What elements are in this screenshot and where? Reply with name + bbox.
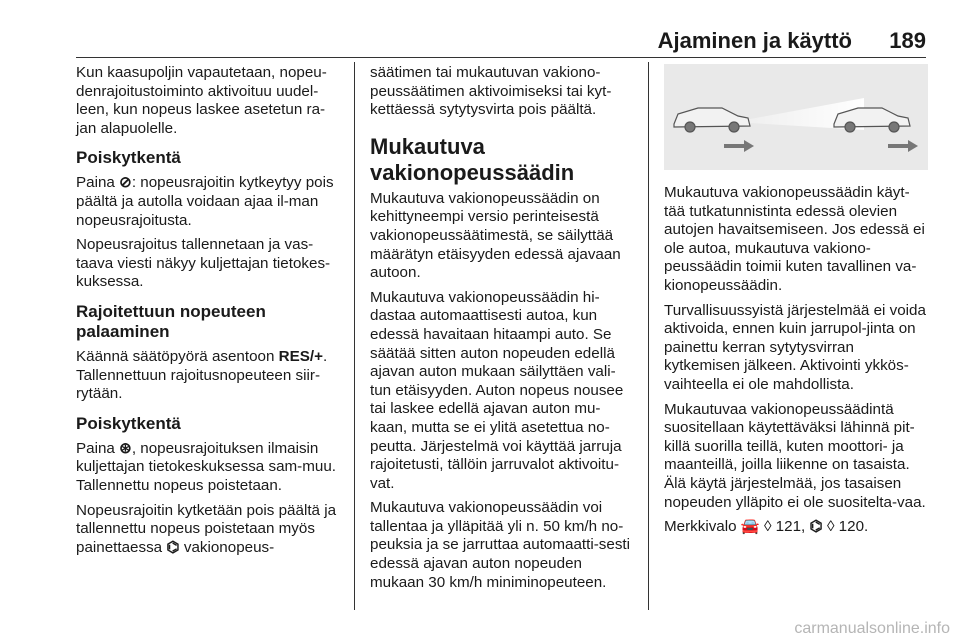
text: : nopeusrajoitin kytkeytyy pois päältä ja autolla voidaan ajaa il-man nopeusrajoitusta.: [76, 174, 334, 229]
paragraph: Mukautuva vakionopeussäädin käyt-tää tutkatunnistinta edessä olevien autojen havaitsemiseen. Jos edessä ei ole autoa, mukautuva vakiono-peussäädin toimii kuten tavallinen va-kionopeussäädin.: [664, 184, 925, 294]
paragraph: [76, 348, 341, 404]
column-divider-1: [354, 62, 355, 610]
header-rule: [76, 57, 926, 58]
paragraph: Turvallisuussyistä järjestelmää ei voida aktivoida, ennen kuin jarrupol-jinta on painettu kerran sytytysvirran kytkemisen jälkeen. Aktivointi ykkös-vaihteella ei ole mahdollista.: [664, 301, 926, 393]
heading-switch-off: Poiskytkentä: [76, 148, 181, 168]
text: Paina: [76, 439, 120, 457]
paragraph: Mukautuva vakionopeussäädin hi-dastaa automaattisesti autoa, kun edessä havaitaan hitaampi auto. Se säätää sitten auton nopeuden edellä ajavan auton mukaan säilyttäen vali-tun etäisyyden. Auton nopeus nousee tai laskee edellä ajavan auton mu-kaan, mutta se ei ylitä asetettua no-peutta. Järjestelmä voi käyttää jarruja rajoitetusti, tällöin jarruvalot aktivoitu-vat.: [370, 288, 624, 492]
radar-illustration: [664, 64, 928, 170]
paragraph: [664, 518, 928, 537]
text: ◊ 120.: [822, 518, 869, 536]
paragraph: [76, 502, 341, 558]
limiter-off-icon: ⊘: [119, 174, 132, 192]
rear-car-icon: [674, 108, 750, 132]
section-title: Ajaminen ja käyttö: [657, 28, 852, 53]
paragraph: [76, 174, 341, 230]
text: . Tallennettuun rajoitusnopeuteen siir-rytään.: [76, 347, 328, 403]
paragraph: säätimen tai mukautuvan vakiono-peussäätimen aktivoimiseksi tai kyt-kettäessä sytytysvirta pois päältä.: [370, 64, 612, 119]
text: Paina: [76, 174, 120, 192]
car-ahead-icon: 🚘: [740, 518, 760, 536]
paragraph: Mukautuva vakionopeussäädin voi tallentaa ja ylläpitää yli n. 50 km/h no-peuksia ja se jarruttaa automaatti-sesti edessä ajavan auton nopeuden mukaan 30 km/h miniminopeuteen.: [370, 499, 631, 591]
res-label: RES/+: [278, 347, 323, 365]
arrow-right-icon: [724, 140, 754, 152]
text: Merkkivalo: [664, 518, 741, 536]
limiter-cancel-icon: ⊛: [119, 439, 132, 457]
cruise-control-icon: ⌬: [166, 538, 180, 556]
heading-resume: Rajoitettuun nopeuteen palaaminen: [76, 301, 266, 341]
heading-switch-off-2: Poiskytkentä: [76, 413, 181, 433]
front-car-icon: [834, 108, 910, 132]
watermark: carmanualsonline.info: [794, 620, 950, 637]
text: Käännä säätöpyörä asentoon: [76, 347, 279, 365]
paragraph: Mukautuva vakionopeussäädin on kehittyneempi versio perinteisestä vakionopeussäätimestä, se säilyttää määrätyn etäisyyden edessä ajavaan autoon.: [370, 189, 621, 282]
text: , nopeusrajoituksen ilmaisin kuljettajan tietokeskuksessa sam-muu. Tallennettu nopeus poistetaan.: [76, 439, 336, 494]
paragraph: Nopeusrajoitus tallennetaan ja vas-taava viesti näkyy kuljettajan tietokes-kuksessa.: [76, 236, 331, 291]
radar-illustration-svg: [664, 64, 928, 170]
column-divider-2: [648, 62, 649, 610]
heading-adaptive-cruise: Mukautuva vakionopeussäädin: [370, 133, 575, 185]
paragraph: Kun kaasupoljin vapautetaan, nopeu-denrajoitustoiminto aktivoituu uudel-leen, kun nopeus laskee asetetun ra-jan alapuolelle.: [76, 64, 327, 137]
text: ◊ 121,: [759, 518, 810, 536]
paragraph: Mukautuvaa vakionopeussäädintä suositellaan käytettäväksi lähinnä pit-killä suorilla teillä, kuten moottori- ja maanteillä, joilla liikenne on tasaista. Älä käytä järjestelmää, jos tasaisen nopeuden ylläpito ei ole suositelta-vaa.: [664, 400, 926, 511]
page-number: 189: [889, 28, 926, 53]
page-header: [0, 0, 960, 58]
column-1: [76, 64, 341, 563]
column-3: [664, 64, 928, 543]
cruise-control-icon: ⌬: [809, 518, 823, 536]
paragraph: [76, 440, 341, 496]
arrow-right-icon: [888, 140, 918, 152]
text: Nopeusrajoitin kytketään pois päältä ja tallennettu nopeus poistetaan myös painettaessa: [76, 501, 337, 556]
column-2: [370, 64, 634, 598]
text: vakionopeus-: [179, 538, 275, 556]
